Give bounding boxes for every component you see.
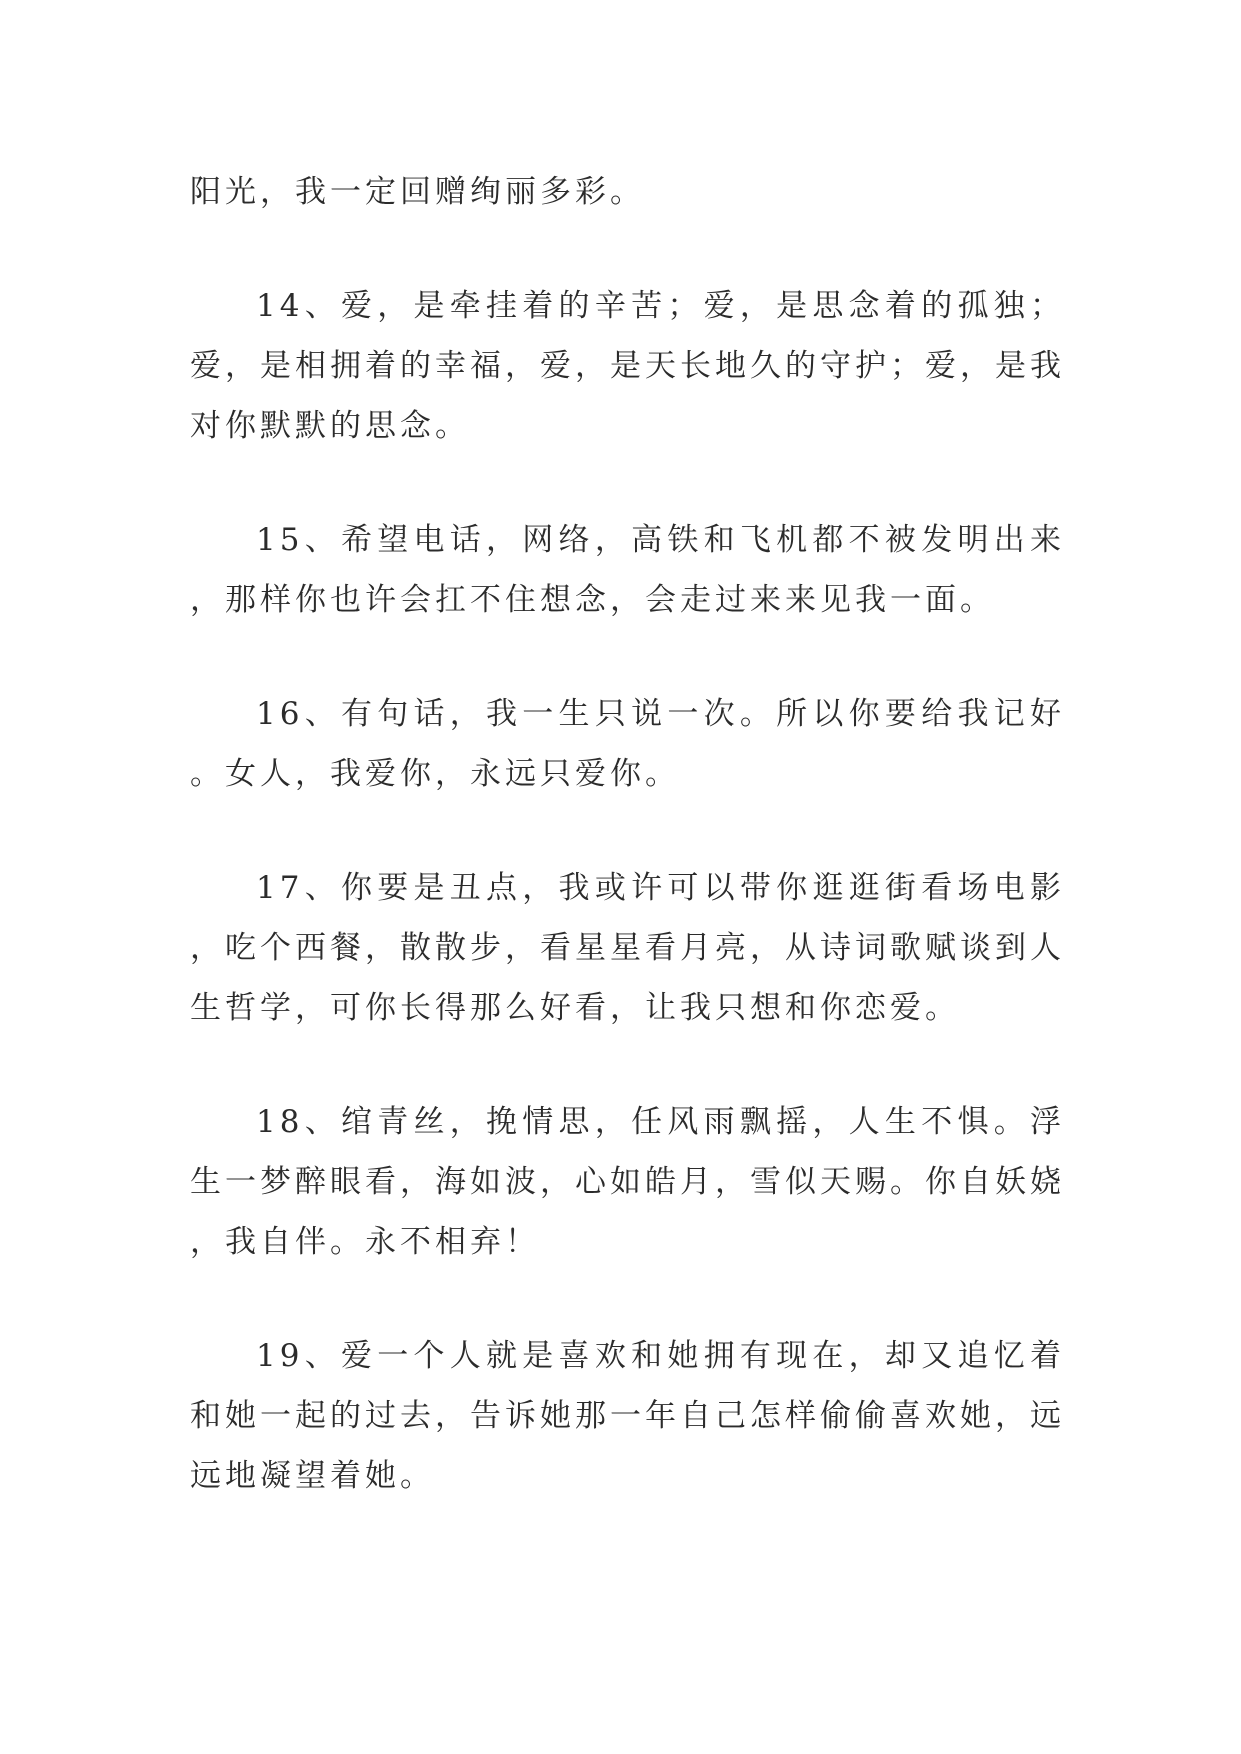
paragraph-18: 18、绾青丝，挽情思，任风雨飘摇，人生不惧。浮生一梦醉眼看，海如波，心如皓月，雪似天赐。你自妖娆，我自伴。永不相弃！ bbox=[190, 1104, 1065, 1260]
paragraph-17: 17、你要是丑点，我或许可以带你逛逛街看场电影，吃个西餐，散散步，看星星看月亮，从诗词歌赋谈到人生哲学，可你长得那么好看，让我只想和你恋爱。 bbox=[190, 870, 1065, 1026]
paragraph-16: 16、有句话，我一生只说一次。所以你要给我记好。女人，我爱你，永远只爱你。 bbox=[190, 696, 1065, 792]
document-body bbox=[190, 162, 1065, 1560]
paragraph-19: 19、爱一个人就是喜欢和她拥有现在，却又追忆着和她一起的过去，告诉她那一年自己怎样偷偷喜欢她，远远地凝望着她。 bbox=[190, 1338, 1065, 1494]
paragraph-15: 15、希望电话，网络，高铁和飞机都不被发明出来，那样你也许会扛不住想念，会走过来来见我一面。 bbox=[190, 522, 1065, 618]
paragraph-14: 14、爱，是牵挂着的辛苦；爱，是思念着的孤独；爱，是相拥着的幸福，爱，是天长地久的守护；爱，是我对你默默的思念。 bbox=[190, 288, 1065, 444]
paragraph-continuation: 阳光，我一定回赠绚丽多彩。 bbox=[190, 174, 645, 210]
